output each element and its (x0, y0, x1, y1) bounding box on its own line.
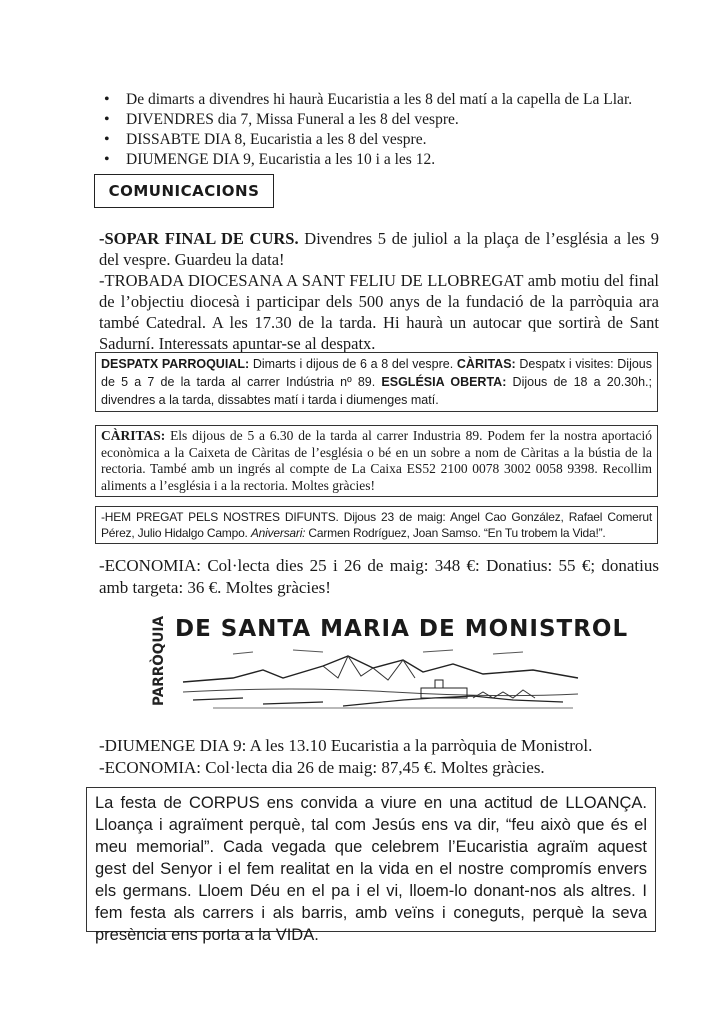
caritas-label: CÀRITAS: (456, 357, 516, 371)
difunts-box (95, 506, 658, 544)
monistrol-line: -DIUMENGE DIA 9: A les 13.10 Eucaristia a la parròquia de Monistrol. (99, 736, 593, 755)
schedule-item: • DIUMENGE DIA 9, Eucaristia a les 10 i a les 12. (104, 150, 664, 170)
schedule-list (104, 90, 664, 170)
trobada-paragraph: -TROBADA DIOCESANA A SANT FELIU DE LLOBREGAT amb motiu del final de l’objectiu diocesà i participar dels 500 anys de la fundació de la parròquia ara també Catedral. A les 17.30 de la tarda. Hi haurà un autocar que sortirà de Sant Sadurní. Interessats apuntar-se al despatx. (99, 271, 659, 353)
caritas-box (95, 425, 658, 497)
aniversari-label: Aniversari: (250, 526, 306, 540)
sopar-label: -SOPAR FINAL DE CURS. (99, 229, 299, 248)
schedule-item: • De dimarts a divendres hi haurà Eucaristia a les 8 del matí a la capella de La Llar. (104, 90, 664, 110)
schedule-item: • DIVENDRES dia 7, Missa Funeral a les 8 del vespre. (104, 110, 664, 130)
sopar-text: Divendres 5 de juliol a la plaça de l’església a les 9 del vespre. Guardeu la data! (99, 229, 660, 269)
despatx-text: Dimarts i dijous de 6 a 8 del vespre. (249, 357, 457, 371)
logo-title: DE SANTA MARIA DE MONISTROL (175, 616, 629, 642)
parroquia-vertical-logo (145, 612, 169, 712)
difunts-text: -HEM PREGAT PELS NOSTRES DIFUNTS. Dijous 23 de maig: Angel Cao González, Rafael Comerut Pérez, Julio Hidalgo Campo. (101, 510, 652, 540)
aniversari-text: Carmen Rodríguez, Joan Samso. “En Tu trobem la Vida!”. (305, 526, 606, 540)
comunicacions-heading: COMUNICACIONS (94, 174, 274, 208)
caritas-hours: Despatx i visites: Dijous de 5 a 7 de la tarda al carrer Indústria nº 89. (101, 357, 653, 389)
despatx-label: DESPATX PARROQUIAL: (101, 357, 250, 371)
monistrol-parish-logo (145, 612, 629, 712)
esglesia-oberta-label: ESGLÉSIA OBERTA: (381, 375, 507, 389)
caritas-box-text: Els dijous de 5 a 6.30 de la tarda al carrer Industria 89. Podem fer la nostra aportació econòmica a la Caixeta de Càritas de l’església o bé en un sobre a nom de Càritas a la bústia de la rectoria. També amb un ingrés al compte de La Caixa ES52 2100 0078 3002 0058 9398. Recollim aliments a l’església i a la rectoria. Moltes gràcies! (101, 428, 652, 493)
economia-paragraph: -ECONOMIA: Col·lecta dies 25 i 26 de maig: 348 €: Donatius: 55 €; donatius amb targeta: 36 €. Moltes gràcies! (99, 556, 659, 597)
caritas-box-label: CÀRITAS: (101, 428, 166, 443)
announcements (99, 228, 659, 354)
sopar-paragraph (99, 228, 659, 270)
schedule-item: • DISSABTE DIA 8, Eucaristia a les 8 del vespre. (104, 130, 664, 150)
monistrol-info (99, 735, 659, 779)
corpus-box: La festa de CORPUS ens convida a viure en una actitud de LLOANÇA. Lloança i agraïment perquè, tal com Jesús ens va dir, “feu això que és el meu memorial”. Cada vegada que celebrem l’Eucaristia agraïm aquest gest del Senyor i el fem realitat en la vida en el nostre compromís envers els germans. Lloem Déu en el pa i el vi, lloem-lo donant-nos als altres. I fem festa als carrers i als barris, amb veïns i coneguts, perquè la seva presència ens porta a la VIDA. (86, 787, 656, 932)
esglesia-oberta-text: Dijous de 18 a 20.30h.; divendres a la tarda, dissabtes matí i tarda i diumenges matí. (101, 375, 652, 407)
logo-vertical-text: PARRÒQUIA (151, 613, 167, 706)
despatx-box (95, 352, 658, 412)
landscape-drawing (173, 648, 585, 712)
monistrol-line: -ECONOMIA: Col·lecta dia 26 de maig: 87,45 €. Moltes gràcies. (99, 758, 545, 777)
